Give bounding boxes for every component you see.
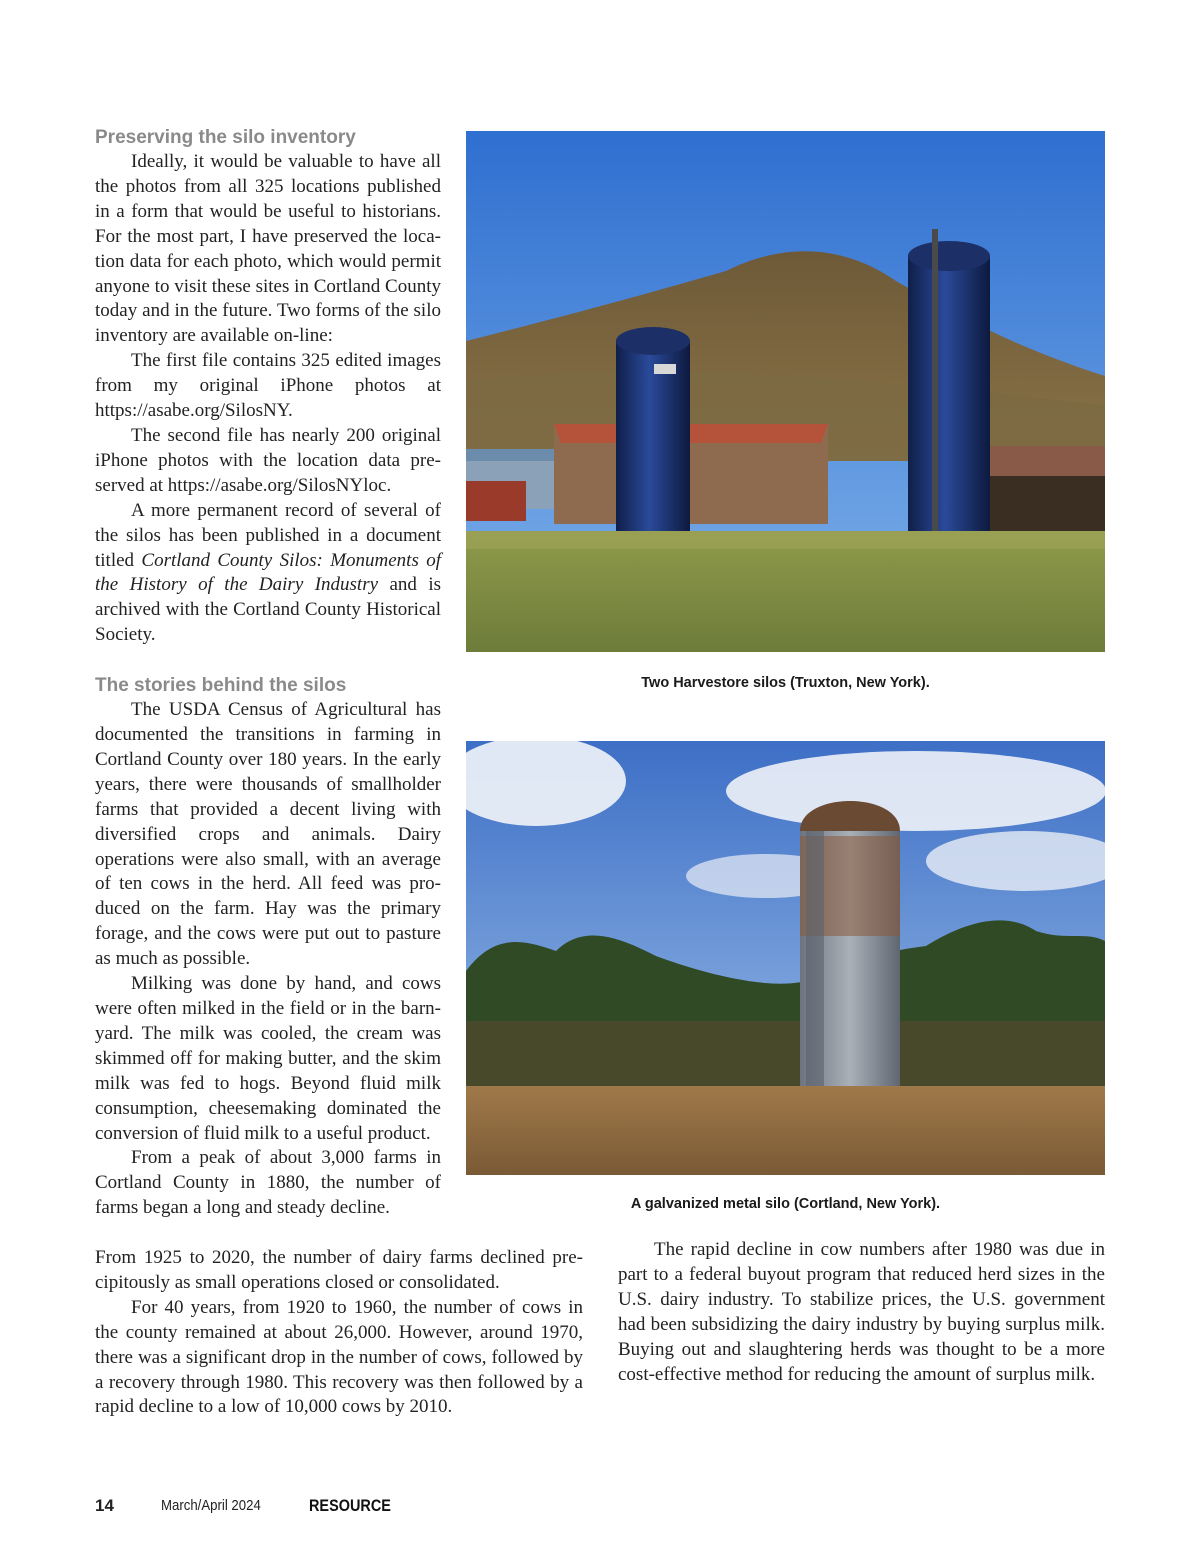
paragraph: From a peak of about 3,000 farms in Cortland County in 1880, the number of farms began a long and steady decline.: [95, 1147, 441, 1219]
section-heading-stories: The stories behind the silos: [95, 675, 347, 697]
paragraph: The second file has nearly 200 original iPhone photos with the location data preserved at https://asabe.org/SilosNYloc.: [95, 424, 441, 496]
photo-harvestore-silos: [466, 131, 1105, 652]
paragraph-text: A more permanent record of several of the silos has been published in a document titled: [95, 499, 441, 571]
figure-caption: Two Harvestore silos (Truxton, New York).: [641, 675, 930, 691]
paragraph-text: and is archived with the Cortland County Historical Society.: [95, 574, 442, 646]
paragraph: [95, 499, 441, 648]
document-title: Cortland County Silos: Monuments of the History of the Dairy Industry: [95, 549, 441, 596]
left-column: [95, 126, 441, 1221]
paragraph: Milking was done by hand, and cows were often milked in the field or in the barnyard. The milk was cooled, the cream was skimmed off for making butter, and the skim milk was fed to hogs. Beyond fluid milk consumption, cheesemaking dominated the conversion of fluid milk to a useful product.: [95, 973, 441, 1144]
paragraph: From 1925 to 2020, the number of dairy farms declined precipitously as small operations closed or consolidated.: [95, 1247, 583, 1293]
figure-caption: A galvanized metal silo (Cortland, New York).: [630, 1196, 941, 1212]
section-heading-preserving: Preserving the silo inventory: [95, 127, 356, 148]
magazine-name: RESOURCE: [309, 1496, 391, 1515]
issue-date: March/April 2024: [161, 1497, 261, 1514]
paragraph: The first file contains 325 edited images from my original iPhone photos at https://asabe.org/SilosNY.: [95, 350, 441, 422]
wide-text: [95, 1246, 583, 1420]
right-column: [618, 1238, 1105, 1387]
page-number: 14: [95, 1496, 114, 1515]
paragraph: Ideally, it would be valuable to have all the photos from all 325 locations published in a form that would be useful to historians. For the most part, I have preserved the location data for each photo, which would permit anyone to visit these sites in Cortland County today and in the future. Two forms of the silo inventory are available on-line:: [95, 151, 441, 347]
photo-galvanized-silo: [466, 741, 1105, 1175]
paragraph: The USDA Census of Agricultural has documented the transitions in farming in Cortland County over 180 years. In the early years, there were thousands of smallholder farms that provided a decent living with diversified crops and animals. Dairy operations were also small, with an average of ten cows in the herd. All feed was produced on the farm. Hay was the primary forage, and the cows were put out to pasture as much as possible.: [95, 699, 441, 970]
paragraph: The rapid decline in cow numbers after 1980 was due in part to a federal buyout program that reduced herd sizes in the U.S. dairy industry. To stabilize prices, the U.S. government had been subsidizing the dairy industry by buying surplus milk. Buying out and slaughtering herds was thought to be a more cost-effective method for reducing the amount of surplus milk.: [618, 1239, 1105, 1385]
paragraph: For 40 years, from 1920 to 1960, the number of cows in the county remained at about 26,000. However, around 1970, there was a significant drop in the number of cows, followed by a recovery through 1980. This recovery was then followed by a rapid decline to a low of 10,000 cows by 2010.: [95, 1296, 583, 1418]
